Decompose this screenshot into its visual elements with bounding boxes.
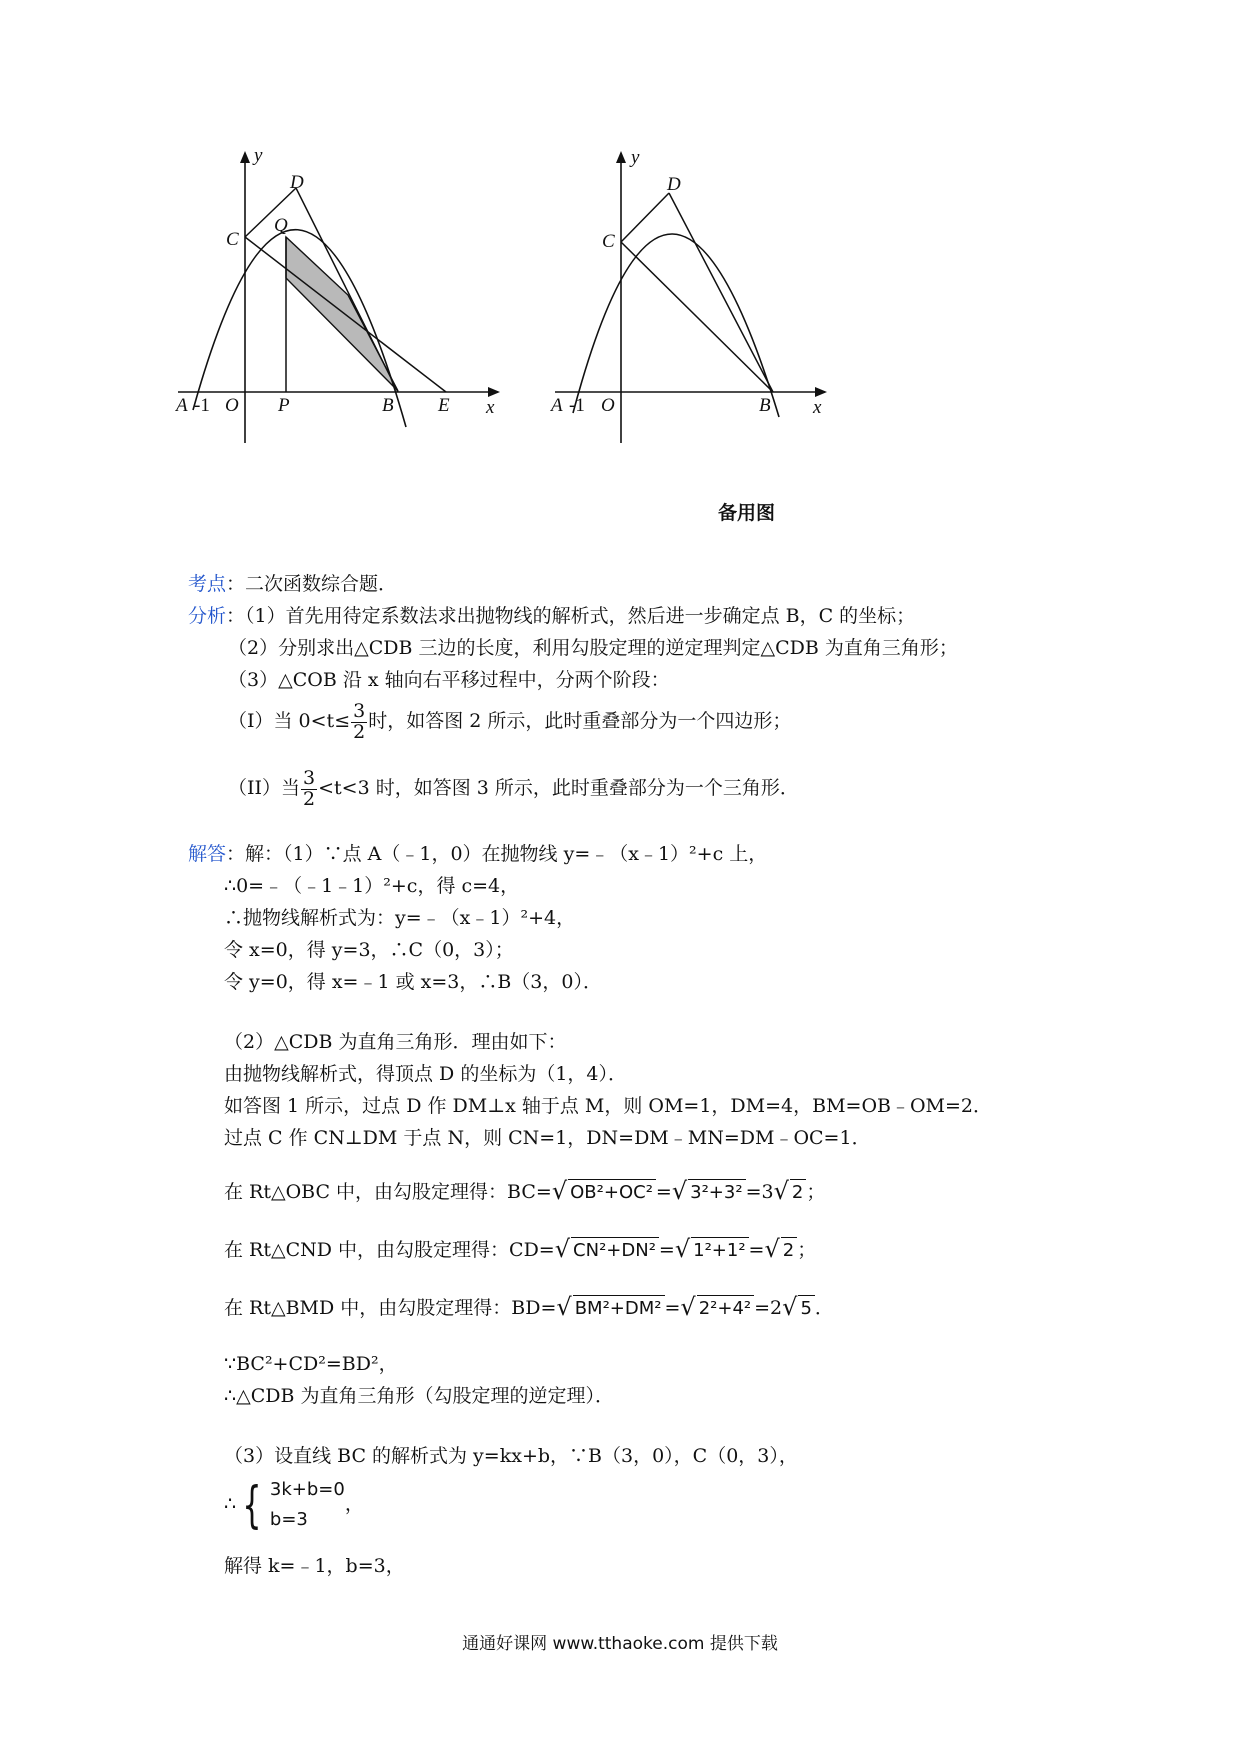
frac-num: 3: [303, 766, 316, 789]
fig2-label-A: A: [551, 395, 563, 416]
fig2-label-x: x: [813, 397, 822, 418]
fenxi-line-4: [228, 697, 791, 745]
frac-den: 2: [353, 720, 366, 743]
fraction-3-over-2: [351, 699, 367, 743]
bd-radicand-1: BM²+DM²: [573, 1295, 665, 1322]
fenxi-text-1: ：（1）首先用待定系数法求出抛物线的解析式，然后进一步确定点 B，C 的坐标；: [226, 605, 916, 627]
bc-end: ；: [806, 1181, 826, 1203]
fenxi-l4-post: 时，如答图 2 所示，此时重叠部分为一个四边形；: [368, 710, 792, 732]
fig1-label-x: x: [486, 397, 495, 418]
jieda-p2-l4: 过点 C 作 CN⊥DM 于点 N，则 CN=1，DN=DM﹣MN=DM﹣OC=1．: [224, 1127, 871, 1149]
jieda-p3-system: [224, 1472, 364, 1536]
bc-radicand-3: 2: [790, 1179, 806, 1206]
jieda-p3-l1: （3）设直线 BC 的解析式为 y=kx+b，∵B（3，0），C（0，3），: [224, 1445, 798, 1467]
fenxi-l5-post: <t<3 时，如答图 3 所示，此时重叠部分为一个三角形．: [318, 777, 799, 799]
system-eq-1: 3k+b=0: [269, 1479, 345, 1500]
cd-eq2: =: [748, 1239, 765, 1261]
equation-system: [236, 1475, 345, 1535]
cd-end: ；: [797, 1239, 817, 1261]
fenxi-l4-pre: （I）当 0<t≤: [228, 710, 351, 732]
jieda-p1-l1: ：解：（1）∵点 A（﹣1，0）在抛物线 y=﹣（x﹣1）²+c 上，: [226, 843, 768, 865]
cd-pre: 在 Rt△CND 中，由勾股定理得：CD=: [224, 1239, 555, 1261]
bd-pre: 在 Rt△BMD 中，由勾股定理得：BD=: [224, 1297, 557, 1319]
fig2-x-arrow: [815, 387, 827, 397]
bc-eq2: =3: [745, 1181, 774, 1203]
system-comma: ，: [344, 1493, 364, 1515]
fig1-label-O: O: [225, 395, 239, 416]
left-brace-icon: {: [242, 1476, 262, 1534]
fenxi-l5-pre: （II）当: [228, 777, 301, 799]
fig1-label-E: E: [438, 395, 450, 416]
fig1-y-arrow: [240, 151, 250, 163]
radical-sign: √: [671, 1177, 688, 1205]
fenxi-line-1: [188, 604, 915, 628]
frac-num: 3: [353, 699, 366, 722]
cd-radicand-1: CN²+DN²: [571, 1237, 659, 1264]
fig2-segment-DB: [669, 193, 773, 392]
therefore-symbol: ∴: [224, 1493, 237, 1515]
fig2-label-neg1: -1: [569, 395, 585, 416]
bc-radicand-2: 3²+3²: [688, 1179, 745, 1206]
figure-1-parabola: [170, 145, 510, 485]
fenxi-line-2: （2）分别求出△CDB 三边的长度，利用勾股定理的逆定理判定△CDB 为直角三角形；: [228, 637, 958, 659]
jieda-p2-l1: （2）△CDB 为直角三角形．理由如下：: [224, 1031, 567, 1053]
page-footer: 通通好课网 www.tthaoke.com 提供下载: [462, 1634, 778, 1654]
jieda-p2-l8: ∵BC²+CD²=BD²，: [224, 1353, 398, 1375]
kaodian-label: 考点: [188, 573, 227, 595]
fig1-label-y: y: [254, 145, 263, 166]
fig1-label-Q: Q: [274, 215, 288, 236]
fig1-label-neg1: -1: [194, 395, 210, 416]
radical-sign: √: [674, 1235, 691, 1263]
fenxi-label: 分析: [188, 605, 227, 627]
bd-radicand-3: 5: [798, 1295, 814, 1322]
jieda-bd-line: [224, 1290, 834, 1325]
cd-eq: =: [658, 1239, 675, 1261]
jieda-p1-l4: 令 x=0，得 y=3，∴C（0，3）；: [224, 939, 514, 961]
bd-eq: =: [664, 1297, 681, 1319]
radical-sign: √: [764, 1235, 780, 1263]
bd-radicand-2: 2²+4²: [697, 1295, 754, 1322]
fig1-overlap-region: [286, 237, 398, 391]
radical-sign: √: [773, 1177, 789, 1205]
jieda-p3-l3: 解得 k=﹣1，b=3，: [224, 1555, 405, 1577]
radical-sign: √: [556, 1293, 572, 1321]
bc-pre: 在 Rt△OBC 中，由勾股定理得：BC=: [224, 1181, 552, 1203]
fenxi-line-3: （3）△COB 沿 x 轴向右平移过程中，分两个阶段：: [228, 669, 670, 691]
fig1-segment-CE: [245, 237, 446, 392]
fig1-label-A: A: [176, 395, 188, 416]
figure-2-backup: [545, 145, 845, 455]
system-eq-2: b=3: [269, 1509, 308, 1530]
jieda-p2-l9: ∴△CDB 为直角三角形（勾股定理的逆定理）．: [224, 1385, 614, 1407]
fig2-label-O: O: [601, 395, 615, 416]
jieda-line-1: [188, 842, 767, 866]
bc-radicand-1: OB²+OC²: [568, 1179, 656, 1206]
radical-sign: √: [680, 1293, 696, 1321]
fig2-y-arrow: [616, 151, 626, 163]
jieda-p1-l3: ∴抛物线解析式为：y=﹣（x﹣1）²+4，: [224, 907, 576, 929]
fig2-label-C: C: [602, 231, 615, 252]
cd-radicand-3: 2: [781, 1237, 797, 1264]
bd-end: ．: [814, 1297, 834, 1319]
frac-den: 2: [303, 787, 316, 810]
jieda-p1-l5: 令 y=0，得 x=﹣1 或 x=3，∴B（3，0）．: [224, 971, 602, 993]
jieda-label: 解答: [188, 843, 227, 865]
fig1-segment-CD: [245, 188, 296, 237]
fig1-label-B: B: [382, 395, 394, 416]
fig2-segment-CB: [621, 242, 773, 392]
jieda-cd-line: [224, 1232, 816, 1267]
figure-2-caption: 备用图: [718, 502, 776, 524]
fenxi-line-5: [228, 764, 799, 812]
bc-eq: =: [655, 1181, 672, 1203]
jieda-p2-l3: 如答图 1 所示，过点 D 作 DM⊥x 轴于点 M，则 OM=1，DM=4，BM=OB﹣OM=2．: [224, 1095, 993, 1117]
radical-sign: √: [551, 1177, 568, 1205]
fig2-label-B: B: [759, 395, 771, 416]
fig1-label-P: P: [278, 395, 290, 416]
fraction-3-over-2: [301, 766, 317, 810]
fig1-x-arrow: [488, 387, 500, 397]
bd-eq2: =2: [754, 1297, 783, 1319]
fig2-label-D: D: [667, 174, 681, 195]
fig2-segment-CD: [621, 193, 669, 242]
jieda-p1-l2: ∴0=﹣（﹣1﹣1）²+c，得 c=4，: [224, 875, 520, 897]
jieda-bc-line: [224, 1174, 825, 1209]
radical-sign: √: [782, 1293, 798, 1321]
fig1-label-C: C: [226, 229, 239, 250]
fig2-label-y: y: [631, 147, 640, 168]
fig2-parabola-curve: [573, 234, 779, 417]
cd-radicand-2: 1²+1²: [691, 1237, 748, 1264]
jieda-p2-l2: 由抛物线解析式，得顶点 D 的坐标为（1，4）．: [224, 1063, 627, 1085]
fig1-label-D: D: [290, 172, 304, 193]
kaodian-text: ：二次函数综合题．: [226, 573, 398, 595]
kaodian-line: [188, 572, 397, 596]
radical-sign: √: [554, 1235, 571, 1263]
